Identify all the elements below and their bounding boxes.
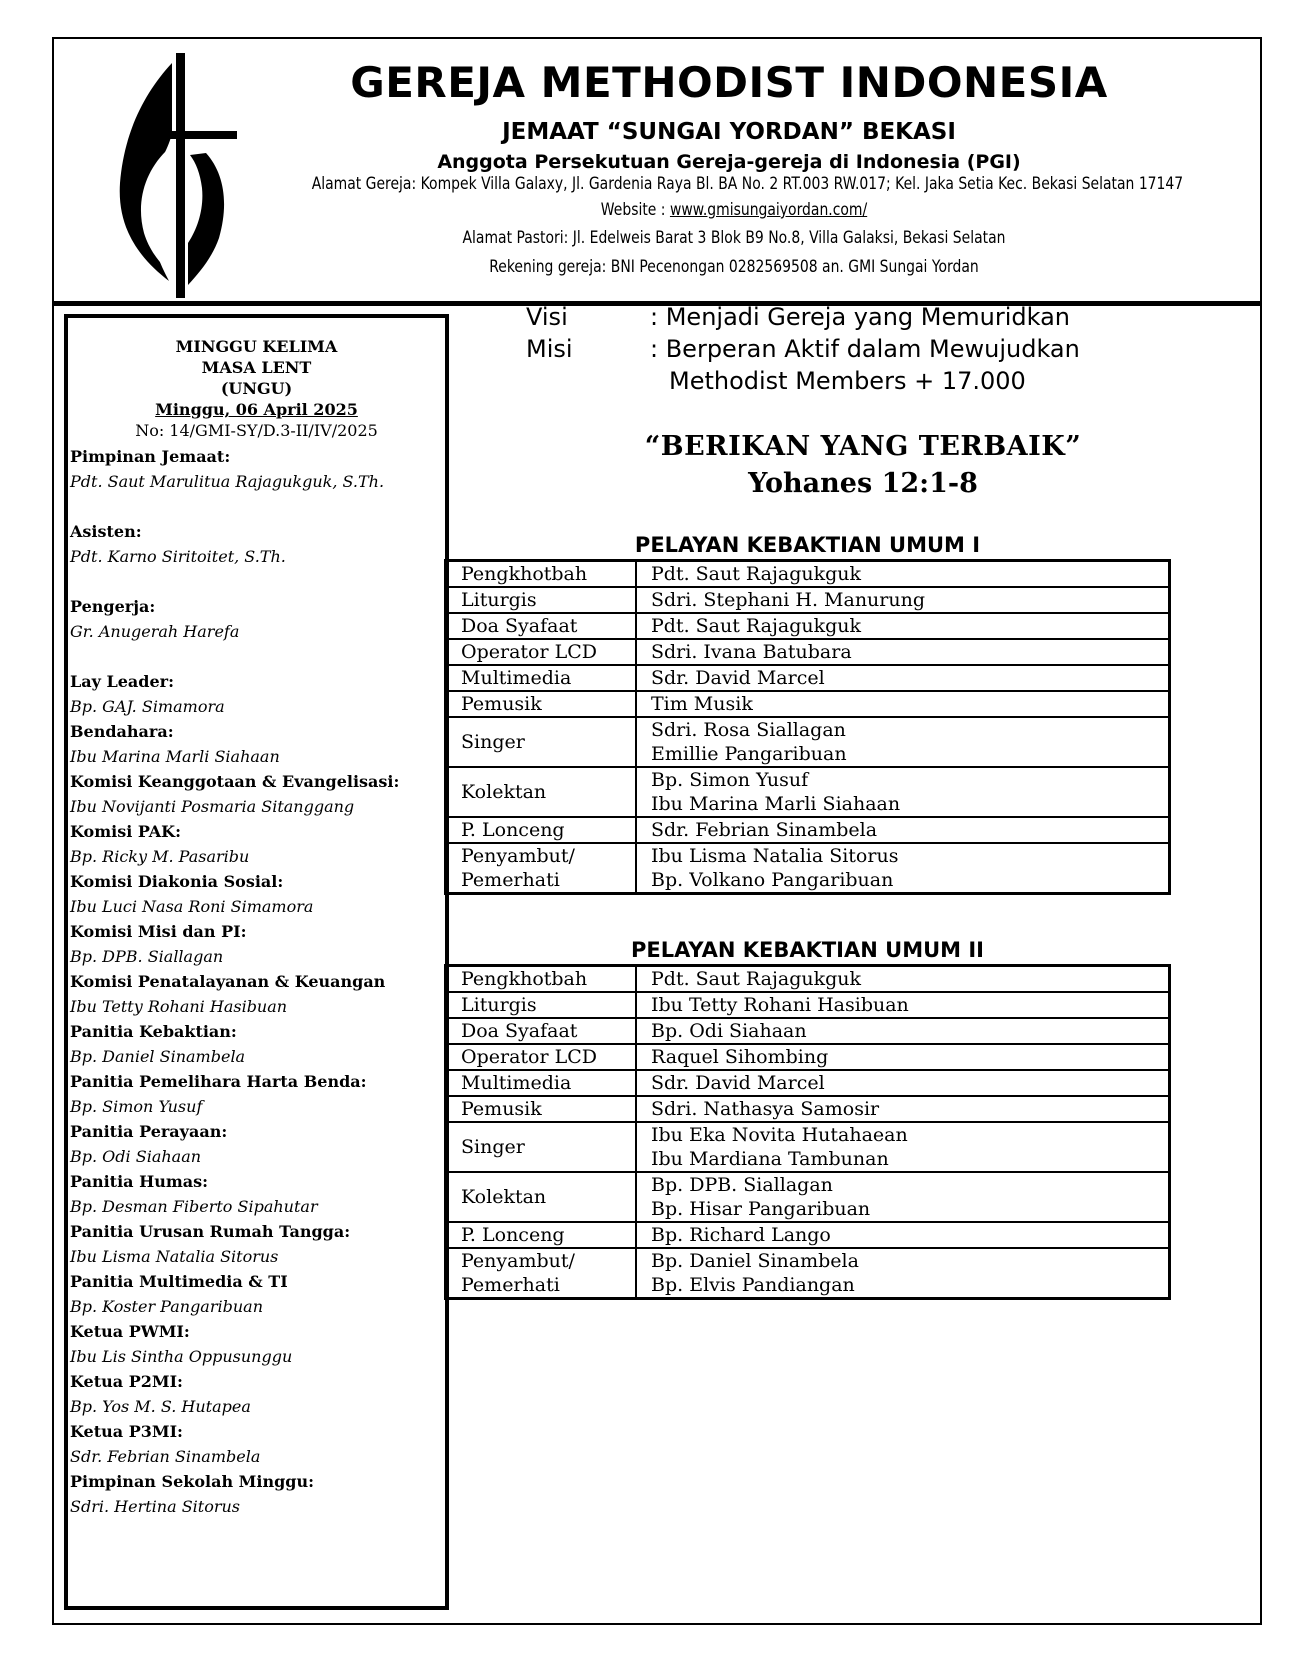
leadership-sidebar <box>64 314 449 1610</box>
role-name: Sdr. Febrian Sinambela <box>70 1447 261 1466</box>
leadership-list <box>70 444 445 1519</box>
servant-name: Sdr. David Marcel <box>651 667 825 689</box>
table-row <box>446 665 1170 691</box>
church-address: Alamat Gereja: Kompek Villa Galaxy, Jl. Gardenia Raya Bl. BA No. 2 RT.003 RW.017; Kel. Jaka Setia Kec. Bekasi Selatan 17147 <box>311 174 1184 194</box>
duty-label: Operator LCD <box>461 1046 597 1068</box>
liturgical-heading <box>68 318 445 399</box>
servant-name: Sdri. Stephani H. Manurung <box>651 589 926 611</box>
table-row <box>446 587 1170 613</box>
role-name: Gr. Anugerah Harefa <box>70 622 240 641</box>
role-name: Sdri. Hertina Sitorus <box>70 1497 240 1516</box>
table-row <box>446 1248 1170 1299</box>
duty-label: P. Lonceng <box>461 819 565 841</box>
role-name: Ibu Marina Marli Siahaan <box>70 747 280 766</box>
role-label: Lay Leader: <box>70 672 174 691</box>
heading-line: MASA LENT <box>201 358 312 377</box>
duty-cell <box>446 1248 637 1299</box>
servant-name: Pdt. Saut Rajagukguk <box>651 968 862 990</box>
role-label: Komisi Penatalayanan & Keuangan <box>70 972 386 991</box>
table-row <box>446 966 1170 993</box>
role-label: Komisi PAK: <box>70 822 181 841</box>
misi-continuation: Methodist Members + 17.000 <box>669 367 1026 395</box>
servant-name: Bp. Richard Lango <box>651 1224 831 1246</box>
role-name: Pdt. Saut Marulitua Rajagukguk, S.Th. <box>70 472 385 491</box>
duty-cell <box>446 1122 637 1172</box>
servant-cell <box>636 587 1170 613</box>
role-label: Asisten: <box>70 522 142 541</box>
servant-name: Ibu Marina Marli Siahaan <box>651 793 901 815</box>
service-table <box>444 964 1171 1300</box>
visi-row <box>526 301 1080 333</box>
table-row <box>446 691 1170 717</box>
table-row <box>446 1122 1170 1172</box>
cross-and-flame-logo-icon <box>114 53 264 298</box>
duty-cell <box>446 843 637 894</box>
heading-line: (UNGU) <box>220 379 293 398</box>
service-date: Minggu, 06 April 2025 <box>155 400 358 419</box>
table-row <box>446 767 1170 817</box>
service-section-2 <box>444 936 1171 1300</box>
duty-label: Liturgis <box>461 994 537 1016</box>
duty-label: Pemusik <box>461 1098 542 1120</box>
role-name: Pdt. Karno Siritoitet, S.Th. <box>70 547 286 566</box>
role-label: Panitia Humas: <box>70 1172 209 1191</box>
duty-label: Multimedia <box>461 667 572 689</box>
duty-label: Pemerhati <box>461 869 560 891</box>
document-number: No: 14/GMI-SY/D.3-II/IV/2025 <box>135 421 378 440</box>
misi-row <box>526 333 1080 365</box>
servant-name: Ibu Tetty Rohani Hasibuan <box>651 994 909 1016</box>
website-prefix: Website : <box>600 200 670 220</box>
role-name: Bp. GAJ. Simamora <box>70 697 225 716</box>
role-label: Ketua P2MI: <box>70 1372 183 1391</box>
servant-name: Bp. Elvis Pandiangan <box>651 1274 855 1296</box>
role-name: Bp. Koster Pangaribuan <box>70 1297 263 1316</box>
role-label: Panitia Pemelihara Harta Benda: <box>70 1072 367 1091</box>
servant-name: Emillie Pangaribuan <box>651 743 847 765</box>
duty-cell <box>446 1096 637 1122</box>
servant-name: Sdr. David Marcel <box>651 1072 825 1094</box>
duty-cell <box>446 691 637 717</box>
servant-name: Raquel Sihombing <box>651 1046 829 1068</box>
duty-cell <box>446 639 637 665</box>
servant-name: Bp. DPB. Siallagan <box>651 1174 833 1196</box>
duty-label: Pemerhati <box>461 1274 560 1296</box>
service-title: PELAYAN KEBAKTIAN UMUM II <box>631 938 984 962</box>
servant-cell <box>636 817 1170 843</box>
duty-cell <box>446 665 637 691</box>
duty-label: Liturgis <box>461 589 537 611</box>
role-label: Komisi Keanggotaan & Evangelisasi: <box>70 772 400 791</box>
servant-cell <box>636 1122 1170 1172</box>
servant-name: Bp. Daniel Sinambela <box>651 1250 859 1272</box>
duty-label: Penyambut/ <box>461 1250 575 1272</box>
church-name-title: GEREJA METHODIST INDONESIA <box>350 58 1108 107</box>
spacer <box>70 494 445 519</box>
duty-label: Pengkhotbah <box>461 968 588 990</box>
visi-label: Visi <box>526 303 568 331</box>
role-label: Ketua P3MI: <box>70 1422 183 1441</box>
duty-cell <box>446 717 637 767</box>
role-name: Ibu Lis Sintha Oppusunggu <box>70 1347 293 1366</box>
bulletin-frame <box>52 37 1262 1625</box>
duty-cell <box>446 587 637 613</box>
table-row <box>446 1096 1170 1122</box>
duty-label: Pengkhotbah <box>461 563 588 585</box>
duty-label: Doa Syafaat <box>461 1020 578 1042</box>
spacer <box>70 644 445 669</box>
service-table <box>444 559 1171 895</box>
table-row <box>446 1222 1170 1248</box>
membership-line: Anggota Persekutuan Gereja-gereja di Indonesia (PGI) <box>437 151 1021 173</box>
duty-label: Doa Syafaat <box>461 615 578 637</box>
servant-name: Ibu Lisma Natalia Sitorus <box>651 845 899 867</box>
role-name: Bp. Desman Fiberto Sipahutar <box>70 1197 318 1216</box>
role-name: Bp. Daniel Sinambela <box>70 1047 246 1066</box>
misi-label: Misi <box>526 335 573 363</box>
role-name: Ibu Lisma Natalia Sitorus <box>70 1247 279 1266</box>
duty-label: Singer <box>461 731 525 753</box>
duty-label: Kolektan <box>461 1186 547 1208</box>
servant-cell <box>636 1070 1170 1096</box>
role-label: Pimpinan Sekolah Minggu: <box>70 1472 314 1491</box>
servant-cell <box>636 1248 1170 1299</box>
role-name: Bp. Ricky M. Pasaribu <box>70 847 250 866</box>
table-row <box>446 1018 1170 1044</box>
duty-label: Kolektan <box>461 781 547 803</box>
role-label: Panitia Kebaktian: <box>70 1022 237 1041</box>
service-section-1 <box>444 531 1171 895</box>
congregation-subtitle: JEMAAT “SUNGAI YORDAN” BEKASI <box>502 119 956 145</box>
vision-mission <box>526 301 1080 397</box>
servant-cell <box>636 767 1170 817</box>
service-title: PELAYAN KEBAKTIAN UMUM I <box>634 533 981 557</box>
servant-name: Ibu Eka Novita Hutahaean <box>651 1124 908 1146</box>
servant-cell <box>636 665 1170 691</box>
role-label: Komisi Misi dan PI: <box>70 922 247 941</box>
role-label: Panitia Perayaan: <box>70 1122 228 1141</box>
role-name: Bp. Simon Yusuf <box>70 1097 203 1116</box>
role-label: Ketua PWMI: <box>70 1322 190 1341</box>
role-name: Ibu Luci Nasa Roni Simamora <box>70 897 314 916</box>
servant-name: Ibu Mardiana Tambunan <box>651 1148 889 1170</box>
duty-label: Pemusik <box>461 693 542 715</box>
duty-label: Singer <box>461 1136 525 1158</box>
duty-cell <box>446 1018 637 1044</box>
website-line <box>312 197 1157 223</box>
duty-cell <box>446 1070 637 1096</box>
servant-cell <box>636 639 1170 665</box>
table-row <box>446 561 1170 588</box>
role-label: Komisi Diakonia Sosial: <box>70 872 284 891</box>
role-name: Ibu Tetty Rohani Hasibuan <box>70 997 288 1016</box>
role-name: Bp. DPB. Siallagan <box>70 947 224 966</box>
servant-name: Bp. Odi Siahaan <box>651 1020 807 1042</box>
role-label: Panitia Multimedia & TI <box>70 1272 288 1291</box>
table-row <box>446 639 1170 665</box>
table-row <box>446 992 1170 1018</box>
duty-cell <box>446 561 637 588</box>
bulletin-header <box>54 39 1260 307</box>
theme-title: “BERIKAN YANG TERBAIK” <box>644 431 1082 462</box>
servant-name: Pdt. Saut Rajagukguk <box>651 563 862 585</box>
servant-name: Pdt. Saut Rajagukguk <box>651 615 862 637</box>
table-row <box>446 1070 1170 1096</box>
servant-cell <box>636 691 1170 717</box>
role-label: Bendahara: <box>70 722 174 741</box>
servant-name: Sdri. Ivana Batubara <box>651 641 852 663</box>
servant-name: Tim Musik <box>651 693 753 715</box>
pastori-address: Alamat Pastori: Jl. Edelweis Barat 3 Blok B9 No.8, Villa Galaksi, Bekasi Selatan <box>462 228 1006 248</box>
duty-label: Penyambut/ <box>461 845 575 867</box>
servant-cell <box>636 717 1170 767</box>
servant-cell <box>636 613 1170 639</box>
duty-cell <box>446 966 637 993</box>
servant-cell <box>636 1222 1170 1248</box>
servant-cell <box>636 966 1170 993</box>
visi-text: : Menjadi Gereja yang Memuridkan <box>650 303 1070 331</box>
duty-cell <box>446 613 637 639</box>
bank-account: Rekening gereja: BNI Pecenongan 0282569508 an. GMI Sungai Yordan <box>489 257 979 277</box>
servant-cell <box>636 992 1170 1018</box>
table-row <box>446 717 1170 767</box>
misi-text: : Berperan Aktif dalam Mewujudkan <box>650 335 1080 363</box>
duty-label: Multimedia <box>461 1072 572 1094</box>
servant-name: Bp. Volkano Pangaribuan <box>651 869 894 891</box>
table-row <box>446 817 1170 843</box>
servant-cell <box>636 1044 1170 1070</box>
duty-cell <box>446 767 637 817</box>
role-name: Bp. Yos M. S. Hutapea <box>70 1397 251 1416</box>
servant-name: Bp. Simon Yusuf <box>651 769 809 791</box>
role-label: Panitia Urusan Rumah Tangga: <box>70 1222 351 1241</box>
table-row <box>446 1172 1170 1222</box>
duty-label: P. Lonceng <box>461 1224 565 1246</box>
servant-name: Bp. Hisar Pangaribuan <box>651 1198 871 1220</box>
duty-label: Operator LCD <box>461 641 597 663</box>
table-row <box>446 1044 1170 1070</box>
servant-cell <box>636 1096 1170 1122</box>
sermon-theme <box>459 429 1267 503</box>
table-row <box>446 613 1170 639</box>
role-name: Ibu Novijanti Posmaria Sitanggang <box>70 797 355 816</box>
duty-cell <box>446 1044 637 1070</box>
duty-cell <box>446 1172 637 1222</box>
role-name: Bp. Odi Siahaan <box>70 1147 202 1166</box>
table-row <box>446 843 1170 894</box>
servant-name: Sdr. Febrian Sinambela <box>651 819 878 841</box>
servant-name: Sdri. Rosa Siallagan <box>651 719 846 741</box>
servant-name: Sdri. Nathasya Samosir <box>651 1098 880 1120</box>
role-label: Pengerja: <box>70 597 156 616</box>
servant-cell <box>636 1172 1170 1222</box>
heading-line: MINGGU KELIMA <box>175 337 338 356</box>
role-label: Pimpinan Jemaat: <box>70 447 231 466</box>
duty-cell <box>446 817 637 843</box>
duty-cell <box>446 992 637 1018</box>
servant-cell <box>636 843 1170 894</box>
spacer <box>70 569 445 594</box>
servant-cell <box>636 561 1170 588</box>
theme-verse: Yohanes 12:1-8 <box>748 468 978 499</box>
website-link[interactable]: www.gmisungaiyordan.com/ <box>669 200 868 220</box>
servant-cell <box>636 1018 1170 1044</box>
duty-cell <box>446 1222 637 1248</box>
